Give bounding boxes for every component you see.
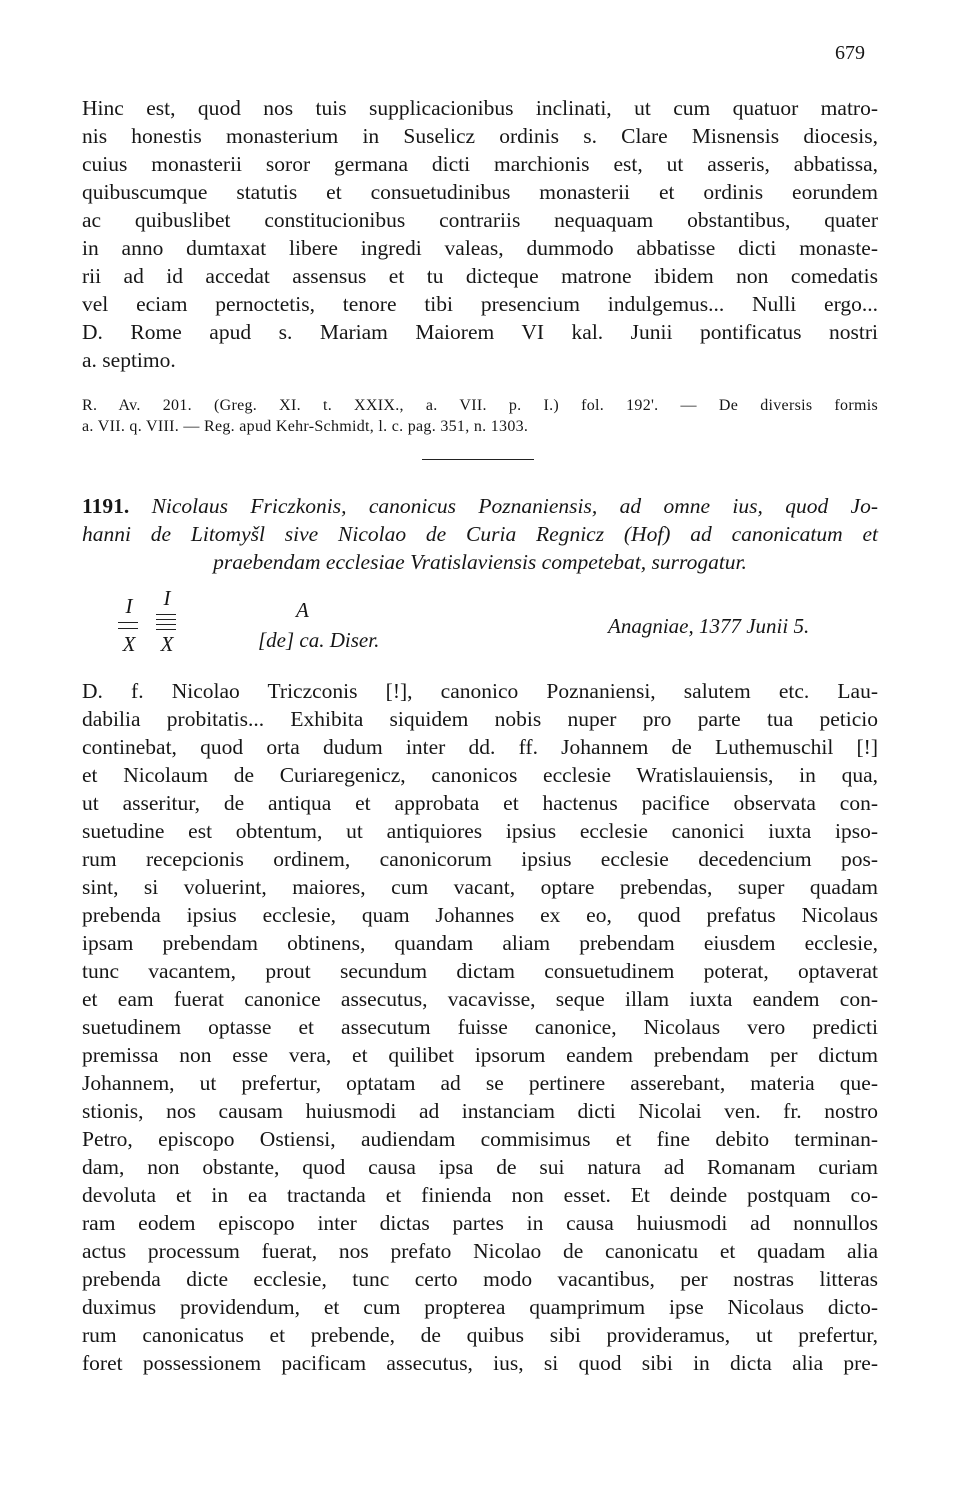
text-line: dam, non obstante, quod causa ipsa de sui natura ad Romanam curiam (82, 1155, 878, 1179)
register-marks (114, 586, 214, 660)
heading-line: praebendam ecclesiae Vratislaviensis competebat, surrogatur. (213, 550, 747, 574)
mark-bottom: X (160, 632, 174, 656)
text-line: rum recepcionis ordinem, canonicorum ipsius ecclesie decedencium pos- (82, 847, 878, 871)
note-line: a. VII. q. VIII. — Reg. apud Kehr-Schmidt, l. c. pag. 351, n. 1303. (82, 418, 529, 435)
text-line: ut asseritur, de antiqua et approbata et hactenus pacifice observata con- (82, 791, 878, 815)
text-line: et Nicolaum de Curiaregenicz, canonicos ecclesie Wratislauiensis, in qua, (82, 763, 878, 787)
register-letter: A (296, 598, 309, 622)
text-line: et eam fuerat canonice assecutus, vacavisse, seque illam iuxta eandem con- (82, 987, 878, 1011)
text-line: Petro, episcopo Ostiensi, audiendam commisimus et fine debito terminan- (82, 1127, 878, 1151)
text-line: vel eciam pernoctetis, tenore tibi presencium indulgemus... Nulli ergo... (82, 292, 878, 316)
text-line: D. f. Nicolao Triczconis [!], canonico Poznaniensi, salutem etc. Lau- (82, 679, 878, 703)
mark-rule (156, 614, 176, 615)
mark-rule (156, 629, 176, 630)
text-line: cuius monasterii soror germana dicti marchionis est, ut asseris, abbatissa, (82, 152, 878, 176)
text-line: quibuscumque statutis et consuetudinibus monasterii et ordinis eorundem (82, 180, 878, 204)
text-line: in anno dumtaxat libere ingredi valeas, dummodo abbatisse dicti monaste- (82, 236, 878, 260)
text-line: prebenda ipsius ecclesie, quam Johannes ex eo, quod prefatus Nicolaus (82, 903, 878, 927)
register-bracket: [de] (258, 628, 295, 652)
text-line: duximus providendum, et cum propterea quamprimum ipse Nicolaus dicto- (82, 1295, 878, 1319)
heading-line: Nicolaus Friczkonis, canonicus Poznaniensis, ad omne ius, quod Jo- (151, 494, 878, 518)
page-number: 679 (835, 42, 865, 64)
text-line: prebenda dicte ecclesie, tunc certo modo vacantibus, per nostras litteras (82, 1267, 878, 1291)
mark-rule (118, 628, 138, 629)
text-line: rii ad id accedat assensus et tu dicteque matrone ibidem non comedatis (82, 264, 878, 288)
text-line: Hinc est, quod nos tuis supplicacionibus inclinati, ut cum quatuor matro- (82, 96, 878, 120)
text-line: a. septimo. (82, 348, 176, 372)
register-scribe: ca. Diser. (299, 628, 380, 652)
entry-number: 1191. (82, 494, 130, 518)
text-line: suetudinem optasse et assecutum fuisse canonice, Nicolaus vero predicti (82, 1015, 878, 1039)
mark-rule (156, 624, 176, 625)
text-line: ac quibuslibet constitucionibus contrariis nequaquam obstantibus, quater (82, 208, 878, 232)
text-line: ipsam prebendam obtinens, quandam aliam prebendam eiusdem ecclesie, (82, 931, 878, 955)
text-line: stionis, nos causam huiusmodi ad instanciam dicti Nicolai ven. fr. nostro (82, 1099, 878, 1123)
mark-bottom: X (122, 632, 136, 656)
text-line: D. Rome apud s. Mariam Maiorem VI kal. Junii pontificatus nostri (82, 320, 878, 344)
text-line: sint, si voluerint, maiores, cum vacant, optare prebendas, super quadam (82, 875, 878, 899)
mark-rule (156, 619, 176, 620)
text-line: suetudine est obtentum, ut antiquiores ipsius ecclesie canonici iuxta ipso- (82, 819, 878, 843)
text-line: foret possessionem pacificam assecutus, ius, si quod sibi in dicta alia pre- (82, 1351, 878, 1375)
place-date: Anagniae, 1377 Junii 5. (608, 614, 810, 638)
text-line: dabilia probitatis... Exhibita siquidem nobis nuper pro parte tua peticio (82, 707, 878, 731)
text-line: rum canonicatus et prebende, de quibus sibi provideramus, ut prefertur, (82, 1323, 878, 1347)
text-line: Johannem, ut prefertur, optatam ad se pertinere asserebant, materia que- (82, 1071, 878, 1095)
note-line: R. Av. 201. (Greg. XI. t. XXIX., a. VII. p. I.) fol. 192'. — De diversis formis (82, 397, 878, 414)
paragraph-indult (82, 94, 878, 374)
mark-rule (118, 622, 138, 623)
heading-line: hanni de Litomyšl sive Nicolao de Curia Regnicz (Hof) ad canonicatum et (82, 522, 878, 546)
section-divider (422, 459, 534, 460)
text-line: actus processum fuerat, nos prefato Nicolao de canonicatu et quadam alia (82, 1239, 878, 1263)
text-line: devoluta et in ea tractanda et finienda non esset. Et deinde postquam co- (82, 1183, 878, 1207)
text-line: premissa non esse vera, et quilibet ipsorum eandem prebendam per dictum (82, 1043, 878, 1067)
mark-top: I (163, 586, 171, 610)
text-line: nis honestis monasterium in Suselicz ordinis s. Clare Misnensis diocesis, (82, 124, 878, 148)
paragraph-letter (82, 677, 878, 1377)
text-line: continebat, quod orta dudum inter dd. ff. Johannem de Luthemuschil [!] (82, 735, 878, 759)
mark-top: I (125, 594, 133, 618)
entry-heading (82, 492, 878, 576)
source-note (82, 395, 878, 437)
text-line: tunc vacantem, prout secundum dictam consuetudinem poterat, optaverat (82, 959, 878, 983)
text-line: ram eodem episcopo inter dictas partes in causa huiusmodi ad nonnullos (82, 1211, 878, 1235)
